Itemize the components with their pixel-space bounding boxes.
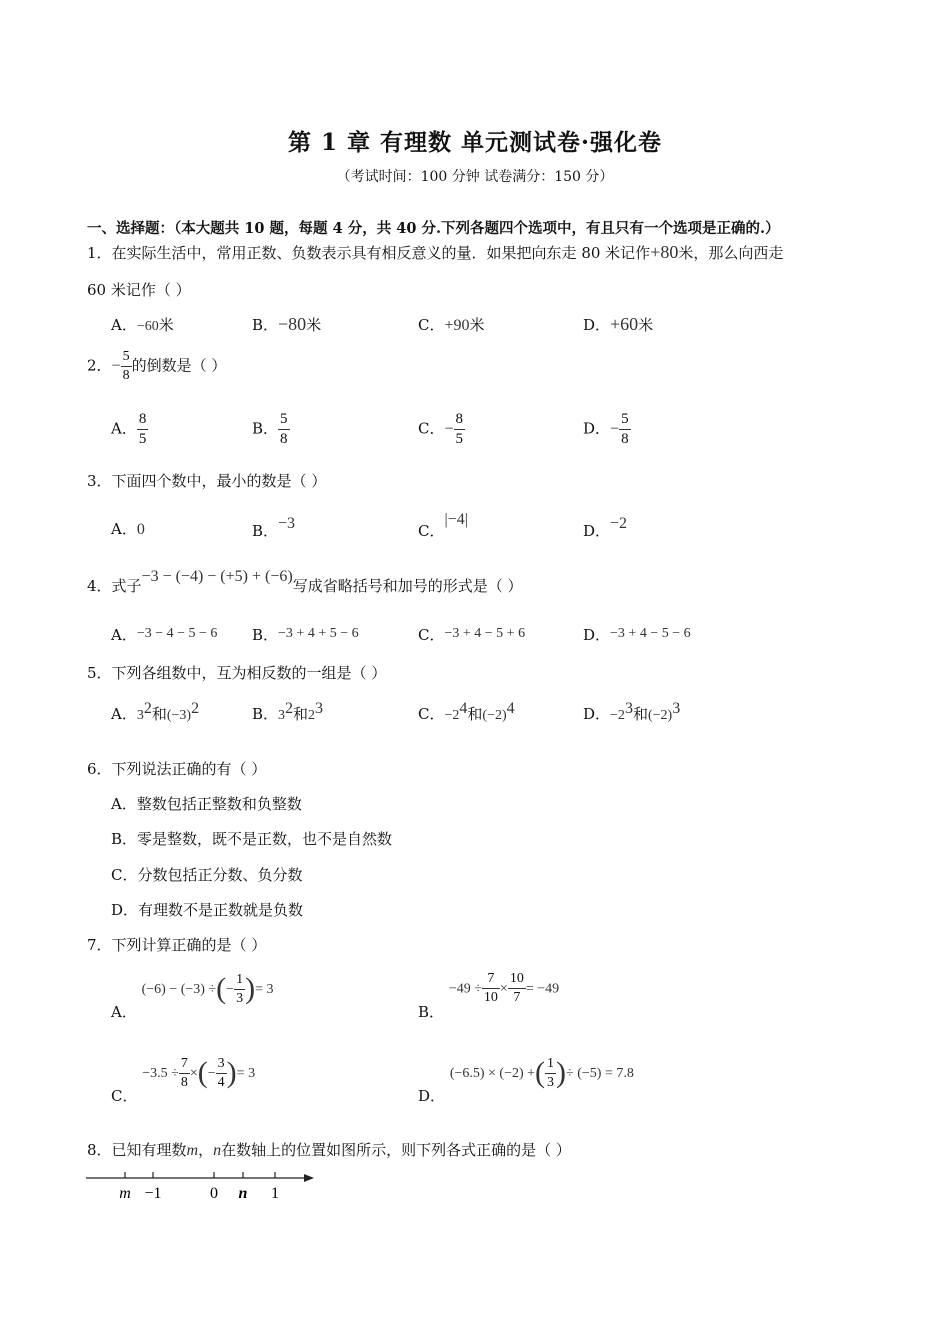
q1-option-a[interactable]: A．−60米 [111, 316, 174, 334]
q1-math: +80 [650, 242, 679, 262]
question-3: 3．下面四个数中，最小的数是（ ） [87, 472, 327, 490]
q2-fraction: $\frac{5}{8}$ [122, 349, 130, 383]
q7-option-c[interactable]: C． −3.5 ÷ $\frac{7}{8}$ ×(− $\frac{3}{4}$ )= 3 [111, 1055, 256, 1105]
question-4: 4．式子−3 − (−4) − (+5) + (−6)写成省略括号和加号的形式是（ ） [87, 568, 523, 595]
q3-option-d[interactable]: D．−2 [583, 515, 628, 540]
q5-option-a[interactable]: A．$3^2$和$(-3)^2$ [111, 700, 200, 723]
q1-option-d[interactable]: D．+60米 [583, 314, 654, 334]
q6-option-c[interactable]: C．分数包括正分数、负分数 [111, 866, 303, 884]
axis-arrow [304, 1174, 314, 1182]
label-0: 0 [210, 1185, 218, 1202]
q7-option-b[interactable]: B． −49 ÷ $\frac{7}{10}$ × $\frac{10}{7}$ = −49 [418, 971, 560, 1021]
q4-option-d[interactable]: D．−3 + 4 − 5 − 6 [583, 626, 691, 644]
q1-option-c[interactable]: C．+90米 [418, 316, 485, 334]
q4-option-c[interactable]: C．−3 + 4 − 5 + 6 [418, 626, 526, 644]
q3-option-a[interactable]: A．0 [111, 520, 145, 538]
q1-text-b: 米，那么向西走 [678, 244, 784, 262]
label-neg1: −1 [144, 1185, 162, 1202]
question-5: 5．下列各组数中，互为相反数的一组是（ ） [87, 664, 387, 682]
q2-option-d[interactable]: D．− $\frac{5}{8}$ [583, 411, 629, 447]
q1-text: 1．在实际生活中，常用正数、负数表示具有相反意义的量．如果把向东走 80 米记作 [87, 244, 651, 262]
q1-option-b[interactable]: B．−80米 [252, 314, 322, 334]
q6-option-d[interactable]: D．有理数不是正数就是负数 [111, 901, 304, 919]
exam-info: （考试时间：100 分钟 试卷满分：150 分） [336, 169, 614, 185]
q3-option-b[interactable]: B．−3 [252, 515, 296, 540]
q2-option-b[interactable]: B． $\frac{5}{8}$ [252, 411, 288, 447]
label-1: 1 [271, 1185, 279, 1202]
page-title: 第 1 章 有理数 单元测试卷·强化卷 [287, 129, 663, 156]
q4-option-a[interactable]: A．−3 − 4 − 5 − 6 [111, 626, 218, 644]
q4-option-b[interactable]: B．−3 + 4 + 5 − 6 [252, 626, 359, 644]
q4-expression: −3 − (−4) − (+5) + (−6) [141, 568, 293, 585]
number-line [80, 1164, 330, 1204]
q5-option-d[interactable]: D．$-2^3$和$(-2)^3$ [583, 700, 681, 723]
question-2: 2．− $\frac{5}{8}$ 的倒数是（ ） [87, 349, 227, 383]
q2-option-c[interactable]: C．− $\frac{8}{5}$ [418, 411, 464, 447]
question-7: 7．下列计算正确的是（ ） [87, 936, 267, 954]
q7-option-a[interactable]: A． (−6) − (−3) ÷(− $\frac{1}{3}$ )= 3 [111, 971, 274, 1021]
q6-option-b[interactable]: B．零是整数，既不是正数，也不是自然数 [111, 830, 393, 848]
q5-option-b[interactable]: B．$3^2$和$2^3$ [252, 700, 324, 723]
section-heading: 一、选择题：（本大题共 10 题，每题 4 分，共 40 分.下列各题四个选项中，有且只有一个选项是正确的.） [87, 220, 780, 237]
label-n: n [238, 1185, 248, 1202]
question-1 [87, 242, 783, 263]
question-6: 6．下列说法正确的有（ ） [87, 760, 267, 778]
q7-option-d[interactable]: D． (−6.5) × (−2) +( $\frac{1}{3}$ )÷ (−5) = 7.8 [418, 1055, 634, 1105]
q1-line2: 60 米记作（ ） [87, 281, 191, 299]
q3-option-c[interactable]: C．|−4| [418, 511, 468, 540]
label-m: m [119, 1185, 131, 1202]
q6-option-a[interactable]: A．整数包括正整数和负整数 [111, 795, 302, 813]
q5-option-c[interactable]: C．$-2^4$和$(-2)^4$ [418, 700, 515, 723]
q2-option-a[interactable]: A． $\frac{8}{5}$ [111, 411, 147, 447]
question-8: 8．已知有理数m，n在数轴上的位置如图所示，则下列各式正确的是（ ） [87, 1141, 571, 1159]
